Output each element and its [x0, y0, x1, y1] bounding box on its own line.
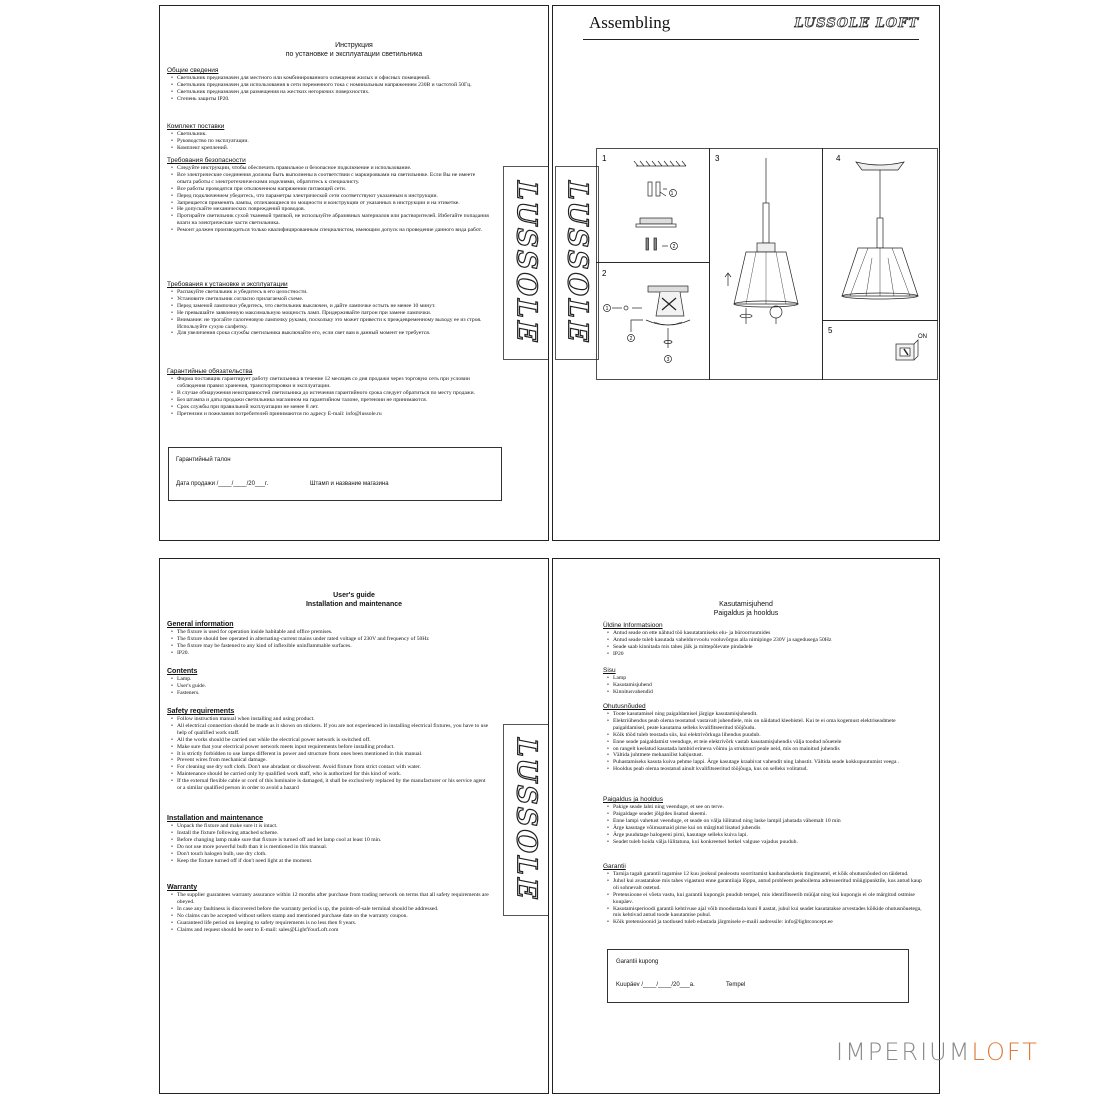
section-list [603, 675, 927, 696]
section-heading: Garantii [603, 863, 626, 870]
list-item: • Enne seade paigaldamist veenduge, et teie elektrivõrk vastab kasutamisjuhendis välja toodud nõuetele [613, 739, 927, 746]
list-item: • В случае обнаружения неисправностей светильника до истечения гарантийного срока следует обратиться по месту продажи. [177, 390, 490, 397]
lussole-logo-vertical: LUSSOLE [503, 724, 549, 916]
list-item: • Kinnitusvahendid [613, 689, 927, 696]
list-item: • Ärge puudutage halogeeni pirni, kasutage selleks kuiva lapi. [613, 832, 927, 839]
list-item: • Antud seade tuleb kasutada vahelduvvoolu vooluvõrgus alla nimipinge 230V ja sagedusega 50Hz [613, 637, 927, 644]
list-item: • Распакуйте светильник и убедитесь в его целостности. [177, 289, 490, 296]
ru-warranty-card [168, 447, 502, 501]
section-heading: Paigaldus ja hooldus [603, 796, 663, 803]
ru-section-1 [167, 123, 490, 152]
list-item: • Tarnija tagab garantii tagamise 12 kuu jooksul pealeostu soorritamist kaubandusketis tingimustel, et kõik ohutusnõuded on täidetud. [613, 871, 927, 878]
step-4-illustration [842, 162, 918, 299]
list-item: • Kasutamisjuhend [613, 682, 927, 689]
list-item: • Make sure that your electrical power network meets input requirements before installing product. [177, 744, 490, 751]
list-item: • Follow instruction manual when installing and using product. [177, 716, 490, 723]
list-item: • Toote kasutamisel ning paigaldamisel järgige kasutamisjuhendit. [613, 711, 927, 718]
step-number-3: 3 [715, 154, 720, 163]
ru-title: Инструкция по установке и эксплуатации светильника [285, 42, 423, 58]
title-rule [583, 39, 919, 40]
callout-2-3: 3 [666, 357, 670, 363]
list-item: • Для увеличения срока службы светильника выключайте его, если свет вам в данный момент не требуется. [177, 330, 490, 337]
en-section-0 [167, 621, 490, 657]
list-item: • Paigaldage seadet jõlgides lisatud skeemi. [613, 811, 927, 818]
list-item: • Не допускайте механических повреждений проводов. [177, 206, 490, 213]
step-5-panel [823, 321, 938, 380]
section-heading: Üldine Informatsioon [603, 622, 663, 629]
callout-2-2: 2 [629, 336, 633, 342]
list-item: • Не превышайте заявленную максимальную мощность ламп. Придерживайте патрон при замене лампочки. [177, 310, 490, 317]
assembling-title: Assembling [589, 13, 671, 32]
list-item: • Протирайте светильник сухой тканевой тряпкой, не используйте абразивных материалов или растворителей. Избегайте попадания влаги на электрические части светильника. [177, 213, 490, 227]
section-list [167, 289, 490, 337]
list-item: • Claims and request should be sent to E-mail: sales@LightYourLoft.com [177, 927, 490, 934]
list-item: • It is strictly forbidden to use lamps different in power and structure from ones been mentioned in this manual. [177, 751, 490, 758]
lussole-logo-vertical-left: LUSSOLE [555, 166, 599, 360]
callout-2-1: 1 [605, 306, 609, 312]
list-item: • In case any faultiness is discovered before the warranty period is up, the points-of-sale terminal should be addressed. [177, 906, 490, 913]
step-2-panel [597, 263, 710, 380]
list-item: • IP20 [613, 651, 927, 658]
callout-1: 1 [670, 191, 674, 197]
step-number-4: 4 [836, 154, 841, 163]
list-item: • Guaranteed life period on keeping to safety requirements is no less then 8 years. [177, 920, 490, 927]
list-item: • The fixture may be fastened to any kind of inflexible uninflammable surfaces. [177, 643, 490, 650]
section-heading: Contents [167, 668, 198, 675]
list-item: • All electrical connection should be made as it shown on stickers. If you are not experienced in installing electrical fixtures, you have to use help of qualified work staff. [177, 723, 490, 737]
list-item: • Pretensioone ei võeta vastu, kui garantii kupongis puudub tempel, mis identifitseerib müüjat ning kui kupongis ei ole märgitud ostmise kuupäev. [613, 892, 927, 906]
ru-section-3 [167, 281, 490, 337]
step-5-illustration [896, 340, 918, 360]
list-item: • Все электрические соединения должны быть выполнены в соответствии с маркировками на светильнике. Если Вы не имеете опыта работы с электротехническими изделиями, обратитесь к специалисту. [177, 172, 490, 186]
et-section-2 [603, 703, 927, 773]
ru-card-title: Гарантийный талон [176, 457, 231, 463]
section-list [167, 823, 490, 864]
section-list [167, 629, 490, 657]
list-item: • Seade saab kinnitada mis tahes jäik ja mittepõlevate pindadele [613, 644, 927, 651]
section-heading: Installation and maintenance [167, 815, 264, 822]
en-section-1 [167, 668, 490, 697]
list-item: • Kõik pretensioonid ja taotlused tuleb edastada järgmisele e-maili aadressile: info@lightconcept.ee [613, 919, 927, 926]
ru-section-0 [167, 67, 490, 103]
list-item: • Перед заменой лампочки убедитесь, что светильник выключен, и дайте лампочке остыть не менее 10 минут. [177, 303, 490, 310]
list-item: • Pakige seade lahti ning veenduge, et see on terve. [613, 804, 927, 811]
et-card-stamp: Tempel [726, 982, 746, 988]
list-item: • If the external flexible cable or cord of this luminaire is damaged, it shall be exclusively replaced by the manufacturer or his service agent or a similar qualified person in order to avoid a hazard [177, 778, 490, 792]
list-item: • Prevent wires from mechanical damage. [177, 757, 490, 764]
imperiumloft-watermark: IMPERIUMLOFT [836, 1038, 1039, 1066]
section-list [167, 892, 490, 933]
list-item: • Срок службы при правильной эксплуатации не менее 8 лет. [177, 404, 490, 411]
en-title: User's guide Installation and maintenance [305, 592, 403, 608]
section-heading: Ohutusnõuded [603, 703, 646, 710]
section-heading: Комплект поставки [167, 123, 225, 130]
list-item: • Kasutamisperioodi garantii kehtivuse ajal võib moodustada kuni 8 aastat, juhul kui seadet kasutatakse arvestades kõikide ohutusnõuetega, mis kehtivad antud toode kasutamise puhul. [613, 906, 927, 920]
callout-2: 2 [672, 244, 676, 250]
list-item: • on rangelt keelatud kasutada lambid erineva võimu ja struktuuri peale neid, mis on mainitud juhendis [613, 746, 927, 753]
section-list [167, 376, 490, 417]
et-section-4 [603, 863, 927, 926]
step-3-illustration [725, 158, 798, 324]
ru-card-stamp: Штамп и название магазина [310, 481, 389, 487]
list-item: • Внимание: не трогайте галогеновую лампочку руками, поскольку это может привести к преждевременному выходу ее из строя. Используйте сухую салфетку. [177, 317, 490, 331]
list-item: • All the works should be carried out while the electrical power network is switched off. [177, 737, 490, 744]
step-1-illustration [634, 161, 686, 250]
list-item: • Before changing lamp make sure that fixture is turned off and let lamp cool at least 10 min. [177, 837, 490, 844]
section-heading: Общие сведения [167, 67, 219, 74]
list-item: • Antud seade on ette nähtud töö kasutatamiseks elu- ja büroorruumides [613, 630, 927, 637]
lussole-loft-logo: LUSSOLE LOFT [794, 16, 919, 31]
list-item: • Seadet tuleb hoida välja lülitatuna, kui konkreetsel hetkel valguse vajadus puudub. [613, 839, 927, 846]
section-list [603, 630, 927, 658]
list-item: • Светильник предназначен для использования в сети переменного тока с номинальным напряжением 230В и частотой 50Гц. [177, 82, 490, 89]
section-heading: Гарантийные обязательства [167, 368, 253, 375]
step-number-2: 2 [602, 269, 607, 278]
on-label: ON [918, 334, 927, 340]
list-item: • Без штампа и даты продажи светильника магазином на гарантийном талоне, претензии не принимаются. [177, 397, 490, 404]
section-heading: General information [167, 621, 234, 628]
ru-section-4 [167, 368, 490, 417]
list-item: • Lamp. [177, 676, 490, 683]
list-item: • The fixture should bee operated in alternating-current mains under rated voltage of 230V and frequency of 50Hz [177, 636, 490, 643]
list-item: • Lamp [613, 675, 927, 682]
list-item: • Светильник предназначен для местного или комбинированного освещения жилых и офисных помещений. [177, 75, 490, 82]
list-item: • Maintenance should be carried only by qualified work staff, who is authorized for this kind of work. [177, 771, 490, 778]
list-item: • Руководство по эксплуатации. [177, 138, 490, 145]
step-number-5: 5 [828, 326, 833, 335]
lussole-logo-vertical: LUSSOLE [503, 166, 549, 360]
section-list [167, 716, 490, 792]
section-list [167, 165, 490, 234]
section-list [167, 676, 490, 697]
list-item: • Светильник. [177, 131, 490, 138]
en-section-4 [167, 884, 490, 933]
section-heading: Safety requirements [167, 708, 235, 715]
list-item: • Комплект креплений. [177, 145, 490, 152]
section-list [603, 711, 927, 773]
list-item: • Do not use more powerful bulb than it is mentioned in this manual. [177, 844, 490, 851]
section-list [167, 75, 490, 103]
list-item: • Ärge kasutage võimsamaid pirne kui on märgitud lisatud juhendis [613, 825, 927, 832]
section-heading: Требования безопасности [167, 157, 246, 164]
section-heading: Sisu [603, 667, 616, 674]
en-section-3 [167, 815, 490, 864]
et-title: Kasutamisjuhend Paigaldus ja hooldus [713, 601, 779, 617]
step-1-panel [597, 149, 710, 263]
english-guide-page [159, 558, 549, 1094]
list-item: • Don't touch halogen bulb, use dry cloth. [177, 851, 490, 858]
ru-section-2 [167, 157, 490, 234]
list-item: • Puhastamiseks kasuta kuiva pehme lappi. Ärge kasutage kraabivat vahendit ning lahustit. Vältida seade kokkupuutumist veega . [613, 759, 927, 766]
list-item: • The supplier guarantees warranty assurance within 12 months after purchase from trading network on terms that all safety requirements are obeyed. [177, 892, 490, 906]
section-list [603, 804, 927, 845]
section-heading: Warranty [167, 884, 198, 891]
list-item: • For cleaning use dry soft cloth. Don't use abradant or dissolvent. Avoid fixture from strict contact with water. [177, 764, 490, 771]
section-list [167, 131, 490, 152]
list-item: • Фирма поставщик гарантирует работу светильника в течение 12 месяцев со дня продажи через торговую сеть при условии соблюдения правил хранения, транспортировки и эксплуатации. [177, 376, 490, 390]
et-card-title: Garantii kupong [616, 959, 659, 965]
list-item: • Kõik tööd tuleb teostada siis, kui elektrivõrkuga lihendus puudub. [613, 732, 927, 739]
list-item: • Следуйте инструкции, чтобы обеспечить правильное и безопасное подключение и использование. [177, 165, 490, 172]
step-number-1: 1 [602, 154, 607, 163]
et-section-3 [603, 796, 927, 845]
list-item: • Hooldus peab olema teostatud ainult kvalifitseeritud tööjõuga, kus on selleks volitatud. [613, 766, 927, 773]
list-item: • Претензии и пожелания потребителей принимаются по адресу E-mail: info@lussole.ru [177, 411, 490, 418]
list-item: • Enne lampi vahetust veenduge, et seade on välja lülitatud ning laske lampil jahutada vähemalt 10 min [613, 818, 927, 825]
list-item: • User's guide. [177, 683, 490, 690]
list-item: • Все работы проводятся при отключенном напряжении питающей сети. [177, 186, 490, 193]
estonian-guide-page [552, 558, 940, 1094]
et-card-date: Kuupäev /____/____/20___a. [616, 982, 695, 988]
list-item: • Unpack the fixture and make sure it is intact. [177, 823, 490, 830]
list-item: • The fixture is used for operation inside habitable and office premises. [177, 629, 490, 636]
ru-card-date: Дата продажи /____/____/20___г. [176, 481, 269, 487]
list-item: • Elektriühendus peab olema teostatud vastavalt juhendiele, mis on näidatud kleebistel. Kui te ei oma kogemust elektriseadmete paigaldamisel, peate kasutama selleks kvalifitseeritud tööjõudu. [613, 718, 927, 732]
et-section-0 [603, 622, 927, 658]
section-heading: Требования к установке и эксплуатации [167, 281, 288, 288]
list-item: • Ремонт должен производиться только квалифицированным специалистом, имеющим допуск на проведение данного вида работ. [177, 227, 490, 234]
russian-instructions-page [159, 5, 549, 541]
en-section-2 [167, 708, 490, 792]
list-item: • Степень защиты IP20. [177, 96, 490, 103]
assembling-page [552, 5, 940, 541]
section-list [603, 871, 927, 926]
list-item: • No claims can be accepted without sellers stamp and mentioned purchase date on the warranty coupon. [177, 913, 490, 920]
list-item: • Juhul kui avastatakse mis tahes vigastust enne garantiiaja lõppu, antud probleem peaboilema adresseeritud müügipunktile, kus antud kaup oli sohnevalt ostetud. [613, 878, 927, 892]
assembly-diagram [596, 148, 938, 380]
et-section-1 [603, 667, 927, 696]
list-item: • Keep the fixture turned off if don't need light at the moment. [177, 858, 490, 865]
list-item: • Перед подключением убедитесь, что параметры электрической сети соответствуют указанным в инструкции. [177, 193, 490, 200]
list-item: • Запрещается применять лампы, отличающиеся по мощности и конструкции от указанных в инструкции и на этикетке. [177, 200, 490, 207]
list-item: • Установите светильник согласно прилагаемой схеме. [177, 296, 490, 303]
list-item: • Vältida juhtmete mehaanilist kahjustust. [613, 752, 927, 759]
et-warranty-card [607, 949, 909, 1003]
step-2-illustration [604, 286, 691, 363]
list-item: • Install the fixture following attached scheme. [177, 830, 490, 837]
list-item: • Fasteners. [177, 690, 490, 697]
list-item: • Светильник предназначен для размещения на жестких негорючих поверхностях. [177, 89, 490, 96]
list-item: • IP20. [177, 650, 490, 657]
